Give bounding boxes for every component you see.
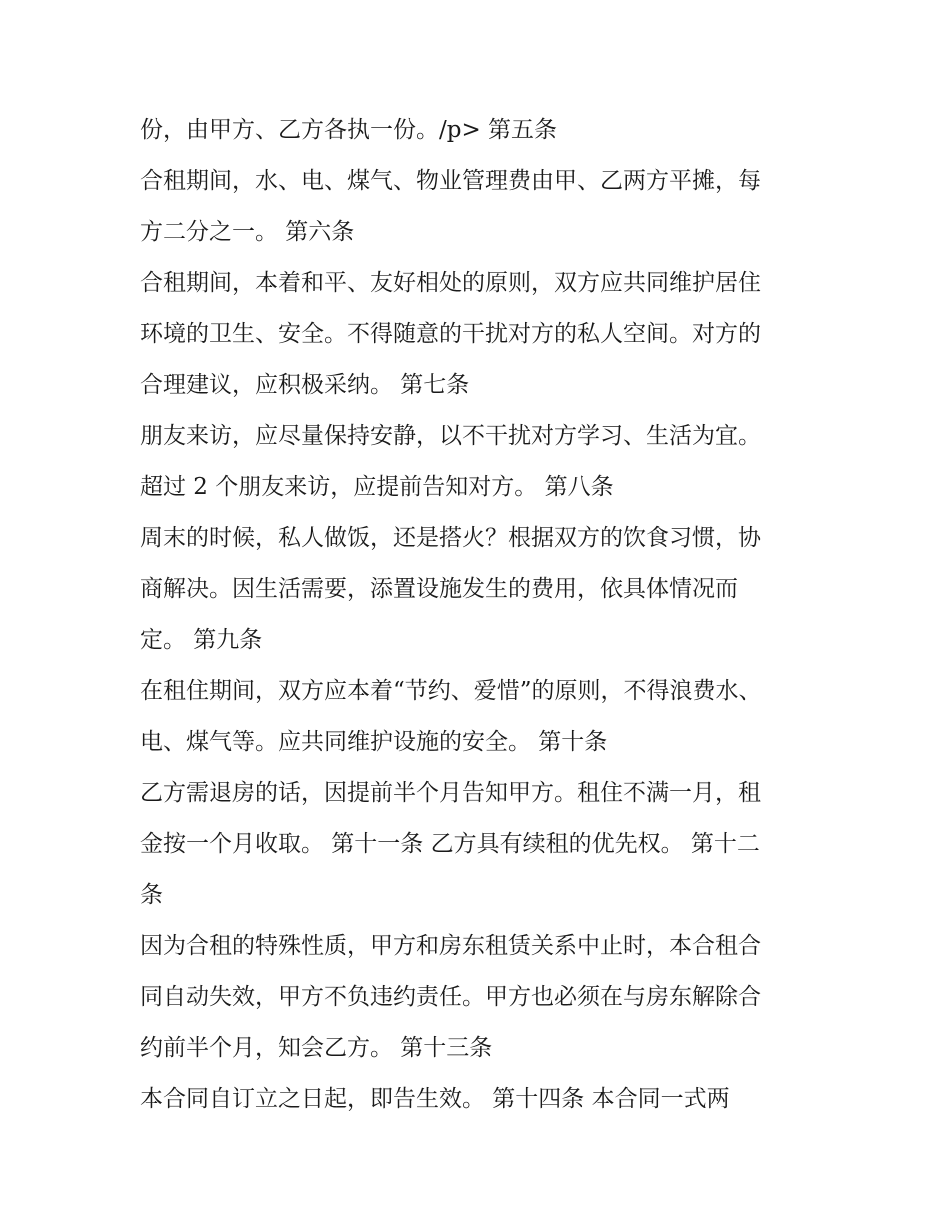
text-line: 同自动失效，甲方不负违约责任。甲方也必须在与房东解除合 xyxy=(140,984,761,1010)
text-line: 定。 第九条 xyxy=(140,627,263,653)
text-line: 周末的时候，私人做饭，还是搭火？根据双方的饮食习惯，协 xyxy=(140,525,761,551)
text-line: 商解决。因生活需要，添置设施发生的费用，依具体情况而 xyxy=(140,576,738,602)
text-line: 电、煤气等。应共同维护设施的安全。 第十条 xyxy=(140,729,608,755)
text-line: 乙方需退房的话，因提前半个月告知甲方。租住不满一月，租 xyxy=(140,780,761,806)
text-line: 金按一个月收取。 第十一条 乙方具有续租的优先权。 第十二 xyxy=(140,831,760,857)
text-line: 合租期间，水、电、煤气、物业管理费由甲、乙两方平摊，每 xyxy=(140,168,761,194)
text-line: 约前半个月，知会乙方。 第十三条 xyxy=(140,1035,493,1061)
document-body xyxy=(140,110,820,1130)
text-line: 方二分之一。 第六条 xyxy=(140,219,355,245)
text-line: 超过 2 个朋友来访，应提前告知对方。 第八条 xyxy=(140,474,614,500)
text-line: 本合同自订立之日起，即告生效。 第十四条 本合同一式两 xyxy=(140,1086,730,1112)
text-line: 合租期间，本着和平、友好相处的原则，双方应共同维护居住 xyxy=(140,270,761,296)
text-line: 因为合租的特殊性质，甲方和房东租赁关系中止时，本合租合 xyxy=(140,933,761,959)
text-line: 份，由甲方、乙方各执一份。/p> 第五条 xyxy=(140,117,558,143)
text-line: 合理建议，应积极采纳。 第七条 xyxy=(140,372,470,398)
text-line: 环境的卫生、安全。不得随意的干扰对方的私人空间。对方的 xyxy=(140,321,761,347)
text-line: 在租住期间，双方应本着“节约、爱惜”的原则，不得浪费水、 xyxy=(140,678,762,704)
text-line: 条 xyxy=(140,882,163,908)
text-line: 朋友来访，应尽量保持安静，以不干扰对方学习、生活为宜。 xyxy=(140,423,761,449)
